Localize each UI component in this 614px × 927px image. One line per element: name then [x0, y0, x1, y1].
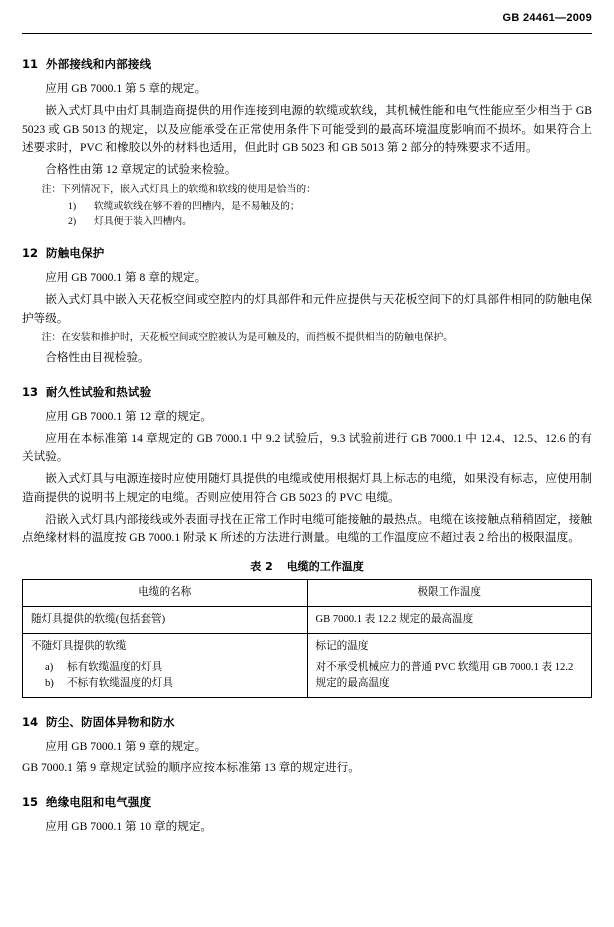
paragraph: 应用 GB 7000.1 第 5 章的规定。 [45, 82, 207, 95]
list-item-text: 软缆或软线在够不着的凹槽内，是不易触及的； [94, 200, 300, 212]
list-item [68, 199, 592, 214]
sub-item-label: b) [45, 677, 54, 689]
paragraph: GB 7000.1 第 9 章规定试验的顺序应按本标准第 13 章的规定进行。 [22, 761, 360, 775]
cell-secondary-text: 对不承受机械应力的普通 PVC 软缆用 GB 7000.1 表 12.2 规定的最高温度 [315, 661, 574, 689]
table-row [23, 607, 592, 634]
sub-list-item [45, 655, 299, 676]
paragraph: 应用 GB 7000.1 第 9 章的规定。 [45, 739, 207, 753]
cell-cable-name: 随灯具提供的软缆(包括套管) [23, 607, 308, 634]
section-title: 绝缘电阻和电气强度 [46, 795, 152, 810]
paragraph: 应用 GB 7000.1 第 8 章的规定。 [45, 270, 207, 284]
cell-limit-temperature: GB 7000.1 表 12.2 规定的最高温度 [307, 607, 592, 634]
note-text: 注：下列情况下，嵌入式灯具上的软缆和软线的使用是恰当的： [41, 183, 316, 195]
page-header [0, 0, 614, 34]
table-caption-title: 电缆的工作温度 [286, 560, 364, 574]
paragraph: 沿嵌入式灯具内部接线或外表面寻找在正常工作时电缆可能接触的最热点。电缆在该接触点稍稍固定，接触点绝缘材料的温度按 GB 7000.1 附录 K 所述的方法进行测量。电缆的工作温度应不超过表 2 给出的极限温度。 [22, 512, 592, 545]
sub-item-text: 标有软缆温度的灯具 [67, 661, 163, 673]
header-divider [22, 33, 592, 34]
list-item [68, 214, 592, 229]
section-title: 防触电保护 [46, 245, 105, 260]
paragraph: 合格性由第 12 章规定的试验来检验。 [45, 163, 237, 177]
standard-number: GB 24461—2009 [502, 12, 592, 24]
table-caption [22, 558, 592, 574]
cell-limit-temperature [307, 634, 592, 698]
section-number: 15 [22, 795, 39, 810]
list-item-label: 1) [68, 200, 77, 212]
cable-operating-temperature-table [22, 579, 592, 697]
section-title: 耐久性试验和热试验 [46, 384, 152, 399]
sub-list-item [45, 676, 299, 692]
list-item-label: 2) [68, 215, 77, 227]
column-header-cable-name: 电缆的名称 [23, 580, 308, 607]
section-number: 14 [22, 714, 39, 729]
section-title: 防尘、防固体异物和防水 [46, 714, 175, 729]
table-row [23, 634, 592, 698]
column-header-limit-temperature: 极限工作温度 [307, 580, 592, 607]
paragraph: 嵌入式灯具中嵌入天花板空间或空腔内的灯具部件和元件应提供与天花板空间下的灯具部件相同的防触电保护等级。 [22, 292, 592, 325]
section-heading-12 [22, 245, 592, 261]
section-heading-11 [22, 56, 592, 72]
cell-cable-name [23, 634, 308, 698]
paragraph: 应用 GB 7000.1 第 10 章的规定。 [45, 820, 213, 834]
section-heading-15 [22, 794, 592, 810]
document-body [22, 40, 592, 840]
paragraph: 应用在本标准第 14 章规定的 GB 7000.1 中 9.2 试验后，9.3 试验前进行 GB 7000.1 中 12.4、12.5、12.6 的有关试验。 [22, 431, 592, 464]
list-item-text: 灯具便于装入凹槽内。 [94, 215, 192, 227]
note-item-list [22, 199, 592, 229]
cell-main-text: 不随灯具提供的软缆 [31, 641, 127, 652]
paragraph: 嵌入式灯具中由灯具制造商提供的用作连接到电源的软缆或软线，其机械性能和电气性能应至少相当于 GB 5023 或 GB 5013 的规定，以及应能承受在正常使用条件下可能受到的最高环境温度影响而不损坏。如果符合上述要求时，PVC 和橡胶以外的材料也适用，但此时 GB 5023 和 GB 5013 第 2 部分的特殊要求不适用。 [22, 103, 592, 155]
table-caption-label: 表 2 [250, 560, 273, 574]
sub-item-label: a) [45, 661, 54, 673]
paragraph: 应用 GB 7000.1 第 12 章的规定。 [45, 409, 213, 423]
paragraph: 合格性由目视检验。 [45, 350, 150, 364]
section-number: 11 [22, 57, 39, 71]
section-heading-14 [22, 714, 592, 730]
sub-item-text: 不标有软缆温度的灯具 [67, 677, 173, 689]
note-text: 注：在安装和推护时，天花板空间或空腔被认为是可触及的，而挡板不提供相当的防触电保护。 [41, 332, 454, 344]
section-number: 12 [22, 245, 39, 260]
section-heading-13 [22, 384, 592, 400]
section-number: 13 [22, 384, 39, 399]
cell-main-text: 标记的温度 [315, 641, 369, 652]
section-title: 外部接线和内部接线 [46, 57, 152, 71]
table-header-row [23, 580, 592, 607]
paragraph: 嵌入式灯具与电源连接时应使用随灯具提供的电缆或使用根据灯具上标志的电缆，如果没有标志，应使用制造商提供的说明书上规定的电缆。否则应使用符合 GB 5023 的 PVC 电缆。 [22, 472, 592, 504]
